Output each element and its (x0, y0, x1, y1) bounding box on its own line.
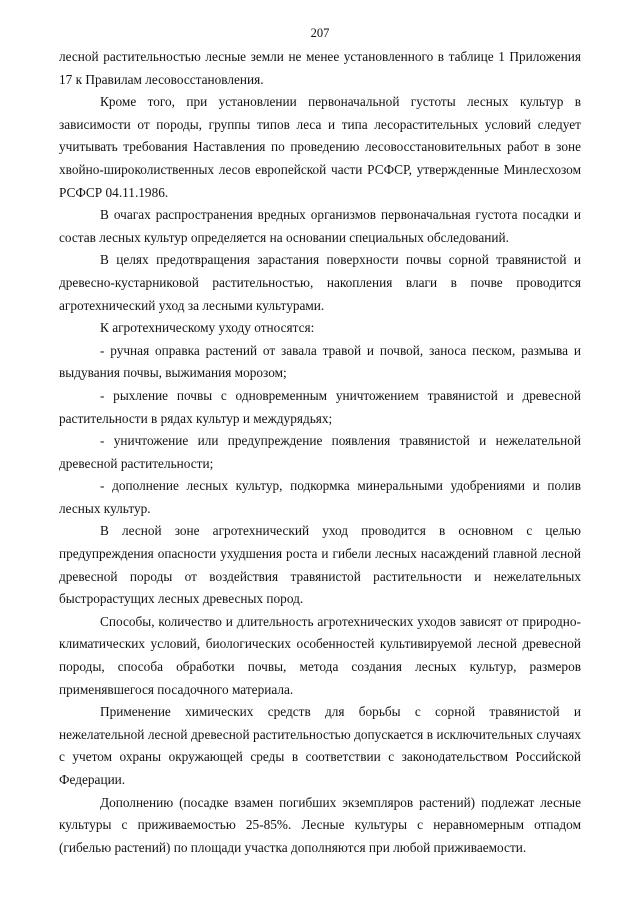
paragraph: Способы, количество и длительность агротехнических уходов зависят от природно-климатических условий, биологических особенностей культивируемой лесной древесной породы, способа обработки почвы, метода создания лесных культур, размеров применявшегося посадочного материала. (59, 613, 581, 697)
paragraph: К агротехническому уходу относятся: (100, 320, 315, 336)
paragraph: Дополнению (посадке взамен погибших экземпляров растений) подлежат лесные культуры с приживаемостью 25-85%. Лесные культуры с неравномерным отпадом (гибелью растений) по площади участка дополняются при любой приживаемости. (59, 794, 581, 855)
paragraph: Кроме того, при установлении первоначальной густоты лесных культур в зависимости от породы, группы типов леса и типа лесорастительных условий следует учитывать требования Наставления по проведению лесовосстановительных работ в зоне хвойно-широколиственных лесов европейской части РСФСР, утвержденные Минлесхозом РСФСР 04.11.1986. (59, 94, 581, 200)
list-item: - ручная оправка растений от завала травой и почвой, заноса песком, размыва и выдувания почвы, выжимания морозом; (59, 342, 581, 381)
paragraph: В лесной зоне агротехнический уход проводится в основном с целью предупреждения опасности ухудшения роста и гибели лесных насаждений главной лесной древесной породы от воздействия травянистой растительности и нежелательных быстрорастущих лесных древесных пород. (59, 523, 581, 607)
paragraph: Применение химических средств для борьбы с сорной травянистой и нежелательной лесной древесной растительностью допускается в исключительных случаях с учетом охраны окружающей среды в соответствии с законодательством Российской Федерации. (59, 704, 581, 787)
list-item: - рыхление почвы с одновременным уничтожением травянистой и древесной растительности в рядах культур и междурядьях; (59, 387, 581, 426)
list-item: - дополнение лесных культур, подкормка минеральными удобрениями и полив лесных культур. (59, 478, 581, 516)
page-number: 207 (310, 26, 330, 40)
list-item: - уничтожение или предупреждение появления травянистой и нежелательной древесной растительности; (59, 433, 581, 471)
paragraph: лесной растительностью лесные земли не менее установленного в таблице 1 Приложения 17 к Правилам лесовосстановления. (59, 49, 581, 87)
paragraph: В очагах распространения вредных организмов первоначальная густота посадки и состав лесных культур определяется на основании специальных обследований. (59, 207, 581, 245)
paragraph: В целях предотвращения зарастания поверхности почвы сорной травянистой и древесно-кустарниковой растительностью, накопления влаги в почве проводится агротехнический уход за лесными культурами. (59, 252, 581, 313)
body-text (59, 46, 581, 859)
